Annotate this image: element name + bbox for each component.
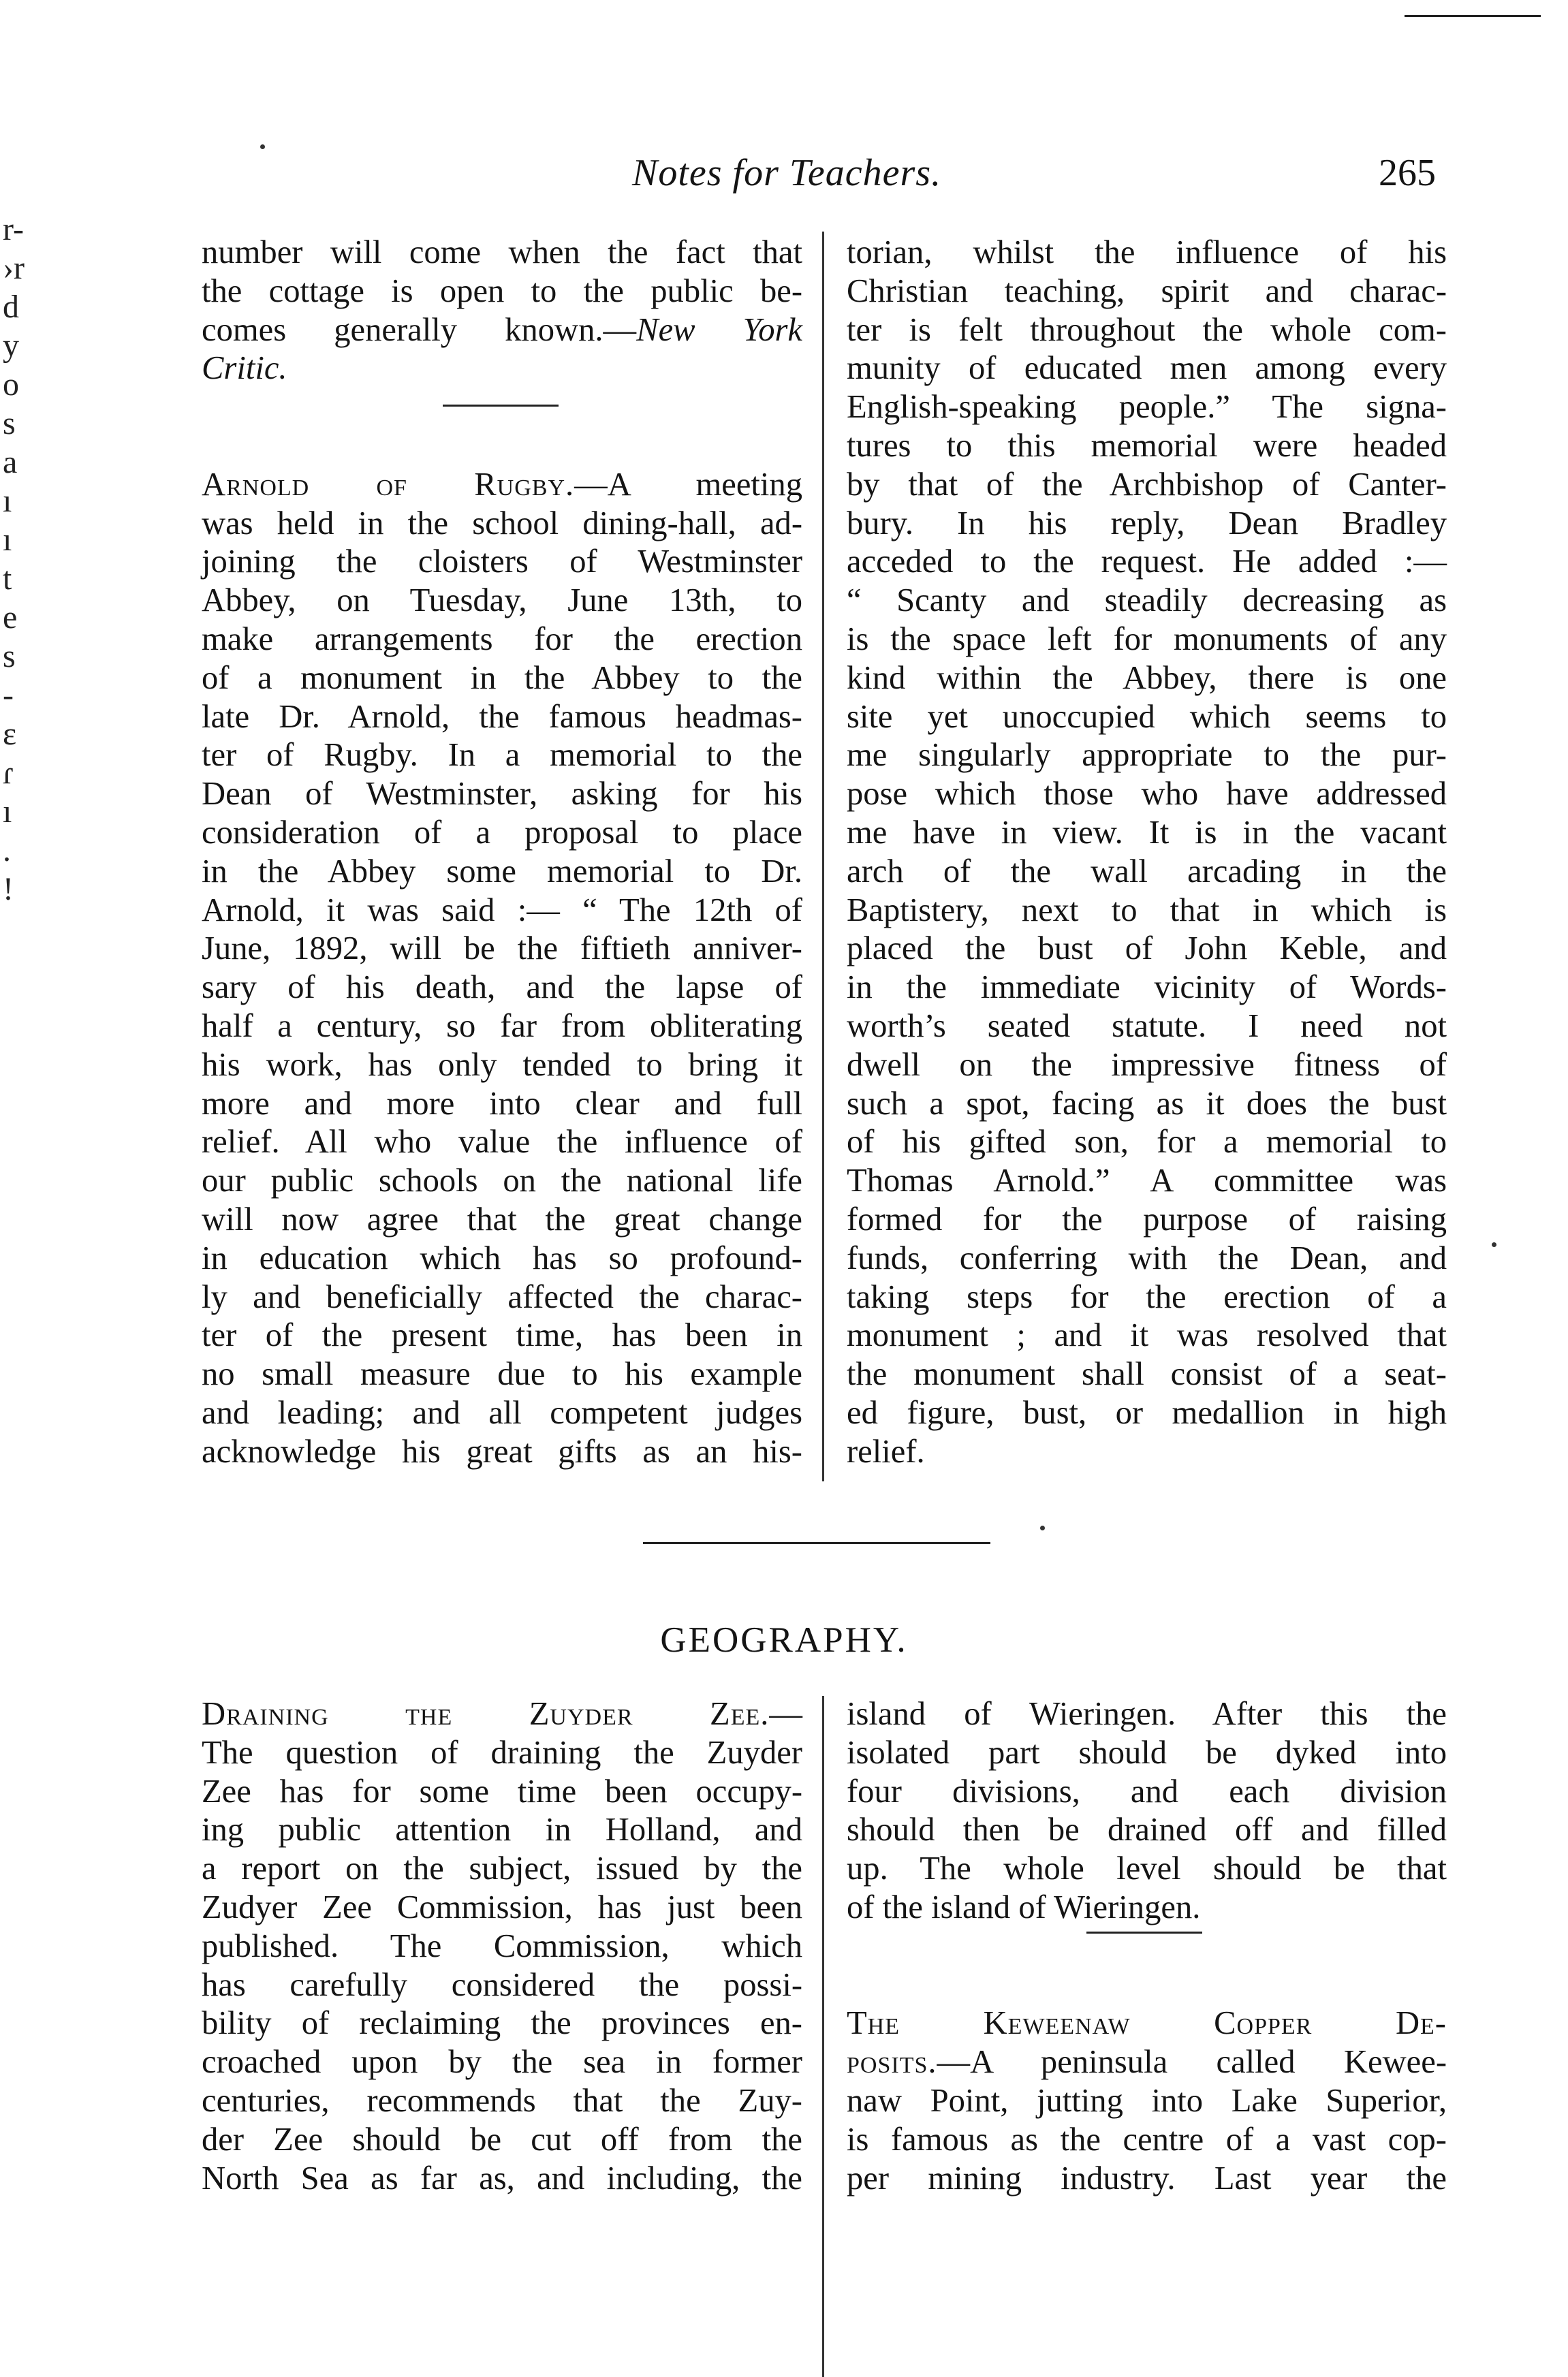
text-line: island of Wieringen. After this the	[847, 1695, 1447, 1732]
text-line: four divisions, and each division	[847, 1772, 1447, 1810]
text-line: and leading; and all competent judges	[202, 1394, 802, 1431]
margin-char: -	[3, 677, 14, 713]
text-line: relief. All who value the influence of	[202, 1123, 802, 1161]
margin-char: r-	[3, 211, 25, 247]
text-line: me singularly appropriate to the pur-	[847, 736, 1447, 774]
column-right-bottom	[847, 1695, 1447, 2197]
text-line: a report on the subject, issued by the	[202, 1850, 802, 1887]
text-line: of a monument in the Abbey to the	[202, 659, 802, 696]
text-line: late Dr. Arnold, the famous headmas-	[202, 697, 802, 735]
margin-char: ›r	[3, 250, 25, 286]
text-line: in the immediate vicinity of Words-	[847, 969, 1447, 1006]
margin-char: s	[3, 638, 16, 674]
text-line: Abbey, on Tuesday, June 13th, to	[202, 582, 802, 619]
text-line: ter is felt throughout the whole com-	[847, 311, 1447, 348]
text-line: half a century, so far from obliterating	[202, 1007, 802, 1044]
text-line: the cottage is open to the public be-	[202, 272, 802, 309]
text-line: kind within the Abbey, there is one	[847, 659, 1447, 696]
text-line: dwell on the impressive fitness of	[847, 1045, 1447, 1083]
margin-char: o	[3, 366, 19, 403]
citation: New York	[636, 311, 802, 348]
text-line: isolated part should be dyked into	[847, 1733, 1447, 1771]
text-line: ed figure, bust, or medallion in high	[847, 1394, 1447, 1431]
article-heading: The Keweenaw Copper De-	[847, 2004, 1447, 2042]
text-line: placed the bust of John Keble, and	[847, 930, 1447, 967]
text-line: pose which those who have addressed	[847, 775, 1447, 813]
article-heading: Arnold of Rugby.	[202, 465, 575, 503]
margin-char: !	[3, 871, 14, 907]
text-line: der Zee should be cut off from the	[202, 2120, 802, 2158]
text-line: was held in the school dining-hall, ad-	[202, 504, 802, 541]
column-divider	[822, 232, 824, 1481]
ink-speck	[1492, 1242, 1496, 1247]
text-line: monument ; and it was resolved that	[847, 1317, 1447, 1354]
article-separator-rule	[443, 405, 559, 407]
column-right-top	[847, 233, 1447, 1471]
text-line: naw Point, jutting into Lake Superior,	[847, 2081, 1447, 2119]
margin-char: ı	[3, 793, 12, 830]
text-line: site yet unoccupied which seems to	[847, 697, 1447, 735]
text-line: North Sea as far as, and including, the	[202, 2159, 802, 2197]
text-line: worth’s seated statute. I need not	[847, 1007, 1447, 1044]
text-line: arch of the wall arcading in the	[847, 852, 1447, 890]
text-line: per mining industry. Last year the	[847, 2159, 1447, 2197]
text-line: bury. In his reply, Dean Bradley	[847, 504, 1447, 541]
text-line: by that of the Archbishop of Canter-	[847, 465, 1447, 503]
text-line: centuries, recommends that the Zuy-	[202, 2081, 802, 2119]
margin-char: d	[3, 289, 19, 325]
text-line: of his gifted son, for a memorial to	[847, 1123, 1447, 1161]
text-line	[847, 2004, 1447, 2043]
text-line: no small measure due to his example	[202, 1355, 802, 1393]
text-line: croached upon by the sea in former	[202, 2043, 802, 2081]
text-line: sary of his death, and the lapse of	[202, 969, 802, 1006]
text-line: is the space left for monuments of any	[847, 620, 1447, 657]
article-separator-rule	[1086, 1932, 1202, 1934]
facing-page-margin-fragment	[3, 210, 50, 909]
margin-char: t	[3, 561, 12, 597]
text-line: me have in view. It is in the vacant	[847, 813, 1447, 851]
margin-char: a	[3, 444, 18, 480]
running-header	[0, 151, 1568, 206]
margin-char: e	[3, 599, 18, 635]
text-line: “ Scanty and steadily decreasing as	[847, 582, 1447, 619]
text-line: will now agree that the great change	[202, 1200, 802, 1238]
text-line: acceded to the request. He added :—	[847, 543, 1447, 580]
running-title: Notes for Teachers.	[632, 152, 942, 194]
text-line: should then be drained off and filled	[847, 1811, 1447, 1848]
margin-char: ɾ	[3, 755, 14, 791]
margin-char: y	[3, 328, 19, 364]
text-line: is famous as the centre of a vast cop-	[847, 2120, 1447, 2158]
text-line: more and more into clear and full	[202, 1084, 802, 1122]
text-line: Arnold of Rugby.—A meeting	[202, 465, 803, 503]
text-line: bility of reclaiming the provinces en-	[202, 2004, 802, 2042]
text-line: his work, has only tended to bring it	[202, 1045, 802, 1083]
article-heading: posits.	[847, 2043, 937, 2081]
text-line: relief.	[847, 1432, 925, 1470]
text-line: funds, conferring with the Dean, and	[847, 1239, 1447, 1276]
article-heading: Draining the Zuyder Zee.	[202, 1695, 770, 1732]
ink-speck	[260, 144, 265, 149]
text-line: joining the cloisters of Westminster	[202, 543, 802, 580]
text-line: taking steps for the erection of a	[847, 1278, 1447, 1315]
text-line: English-speaking people.” The signa-	[847, 388, 1447, 426]
text-line: in education which has so profound-	[202, 1239, 802, 1276]
text-line: Thomas Arnold.” A committee was	[847, 1162, 1447, 1199]
text-line: consideration of a proposal to place	[202, 813, 802, 851]
text-line: The question of draining the Zuyder	[202, 1733, 802, 1771]
text-line: torian, whilst the influence of his	[847, 234, 1447, 270]
section-heading: GEOGRAPHY.	[660, 1620, 908, 1660]
text-line: Arnold, it was said :— “ The 12th of	[202, 891, 802, 928]
text-line: Christian teaching, spirit and charac-	[847, 272, 1447, 309]
text-line: of the island of Wieringen.	[847, 1888, 1201, 1925]
margin-char: ı	[3, 522, 12, 558]
text-line: ter of the present time, has been in	[202, 1317, 802, 1354]
text-line: make arrangements for the erection	[202, 620, 802, 657]
column-left-bottom	[202, 1695, 802, 2197]
text-line: Dean of Westminster, asking for his	[202, 775, 802, 813]
text-line: formed for the purpose of raising	[847, 1200, 1447, 1238]
text-line: comes generally known.—New York	[202, 311, 802, 348]
text-line: posits.—A peninsula called Kewee-	[847, 2043, 1447, 2081]
margin-char: ɛ	[3, 716, 17, 752]
text-line: acknowledge his great gifts as an his-	[202, 1432, 802, 1470]
text-line: munity of educated men among every	[847, 349, 1447, 387]
text-line: June, 1892, will be the fiftieth anniver-	[202, 930, 802, 967]
text-line: tures to this memorial were headed	[847, 426, 1447, 464]
text-line: ter of Rugby. In a memorial to the	[202, 736, 802, 774]
text-line: has carefully considered the possi-	[202, 1966, 802, 2003]
text-line: Baptistery, next to that in which is	[847, 891, 1447, 928]
text-line: such a spot, facing as it does the bust	[847, 1084, 1447, 1122]
margin-char: s	[3, 405, 16, 441]
citation: Critic.	[202, 349, 287, 387]
text-line: our public schools on the national life	[202, 1162, 802, 1199]
text-line: ing public attention in Holland, and	[202, 1811, 802, 1848]
margin-char: .	[3, 832, 11, 868]
text-line: Zudyer Zee Commission, has just been	[202, 1888, 802, 1925]
ink-speck	[1040, 1526, 1045, 1530]
text-line: Draining the Zuyder Zee.—	[202, 1695, 802, 1732]
text-line: published. The Commission, which	[202, 1927, 802, 1964]
text-line: number will come when the fact that	[202, 234, 802, 270]
section-separator-rule	[643, 1542, 990, 1544]
top-edge-rule	[1405, 15, 1541, 17]
column-left-top	[202, 233, 802, 1471]
text-line: Zee has for some time been occupy-	[202, 1772, 802, 1810]
text-line: in the Abbey some memorial to Dr.	[202, 852, 802, 890]
column-divider	[822, 1696, 824, 2377]
text-line: ly and beneficially affected the charac-	[202, 1278, 802, 1315]
margin-char: ı	[3, 483, 12, 519]
text-line: up. The whole level should be that	[847, 1850, 1447, 1887]
page-number: 265	[1379, 152, 1436, 194]
text-line	[202, 349, 802, 388]
text-line: the monument shall consist of a seat-	[847, 1355, 1447, 1393]
